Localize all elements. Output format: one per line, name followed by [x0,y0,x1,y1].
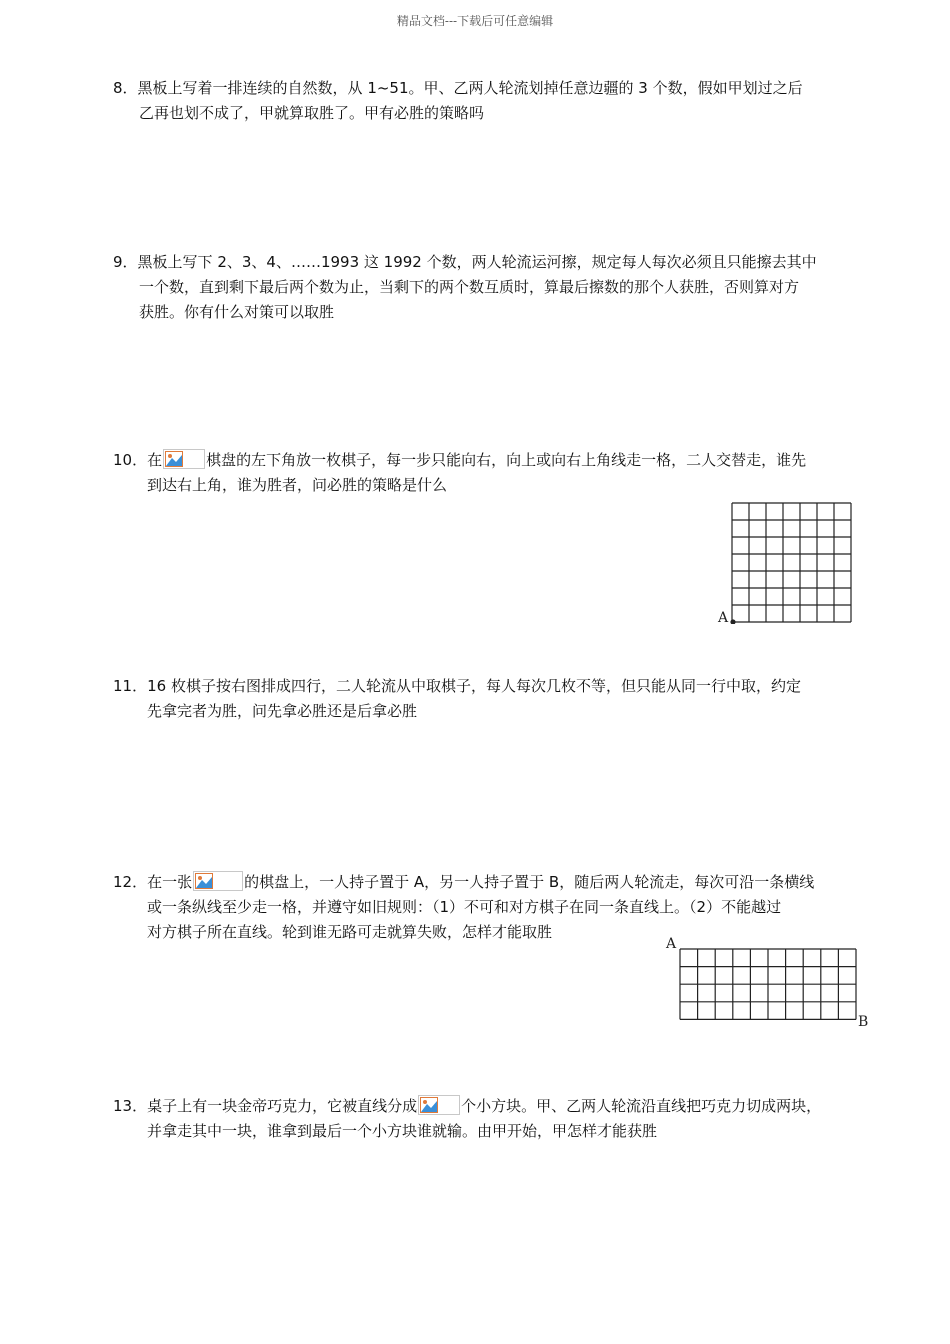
problem-9-line-3: 获胜。你有什么对策可以取胜 [139,303,335,321]
problem-10-line-2: 到达右上角，谁为胜者，问必胜的策略是什么 [147,476,448,494]
problem-12-line-2: 或一条纵线至少走一格，并遵守如旧规则：（1）不可和对方棋子在同一条直线上。（2）不能越过 [147,898,782,916]
problem-12 [113,870,893,945]
problem-13-line-1: 13．桌子上有一块金帝巧克力，它被直线分成 个小方块。甲、乙两人轮流沿直线把巧克力切成两块， [113,1094,893,1119]
chessboard-grid-figure-10 [730,502,856,624]
broken-image-icon [163,449,205,469]
grid-corner-label-a: A [666,936,677,952]
problem-10-line-1: 10．在 棋盘的左下角放一枚棋子，每一步只能向右，向上或向右上角线走一格，二人交替走，谁先 [113,448,893,473]
problem-8-line-2: 乙再也划不成了，甲就算取胜了。甲有必胜的策略吗 [139,104,485,122]
problem-11 [113,674,893,724]
problem-number: 13． [113,1097,148,1115]
problem-number: 10． [113,451,148,469]
start-point-dot [731,620,735,624]
problem-8 [113,76,893,126]
problem-11-line-1: 11．16 枚棋子按右图排成四行，二人轮流从中取棋子，每人每次几枚不等，但只能从同一行中取，约定 [113,674,893,699]
chessboard-grid-figure-12 [679,948,859,1022]
broken-image-icon [193,871,243,891]
problem-13 [113,1094,893,1144]
problem-12-line-3: 对方棋子所在直线。轮到谁无路可走就算失败，怎样才能取胜 [147,923,553,941]
problem-number: 9． [113,253,138,271]
problem-12-line-1: 12．在一张 的棋盘上，一人持子置于 A，另一人持子置于 B，随后两人轮流走，每次可沿一条横线 [113,870,893,895]
problem-9-line-1: 9．黑板上写下 2、3、4、……1993 这 1992 个数，两人轮流运河擦，规定每人每次必须且只能擦去其中 [113,250,893,275]
problem-9 [113,250,893,325]
broken-image-icon [418,1095,460,1115]
problem-number: 12． [113,873,148,891]
grid-corner-label-a: A [718,610,729,626]
page-header: 精品文档---下载后可任意编辑 [396,14,554,28]
problem-11-line-2: 先拿完者为胜，问先拿必胜还是后拿必胜 [147,702,418,720]
problem-number: 8． [113,79,138,97]
grid-corner-label-b: B [858,1014,869,1030]
problem-9-line-2: 一个数，直到剩下最后两个数为止，当剩下的两个数互质时，算最后擦数的那个人获胜，否则算对方 [139,278,800,296]
problem-number: 11． [113,677,148,695]
problem-8-line-1: 8．黑板上写着一排连续的自然数，从 1~51。甲、乙两人轮流划掉任意边疆的 3 个数，假如甲划过之后 [113,76,893,101]
problem-13-line-2: 并拿走其中一块，谁拿到最后一个小方块谁就输。由甲开始，甲怎样才能获胜 [147,1122,658,1140]
problem-10 [113,448,893,498]
